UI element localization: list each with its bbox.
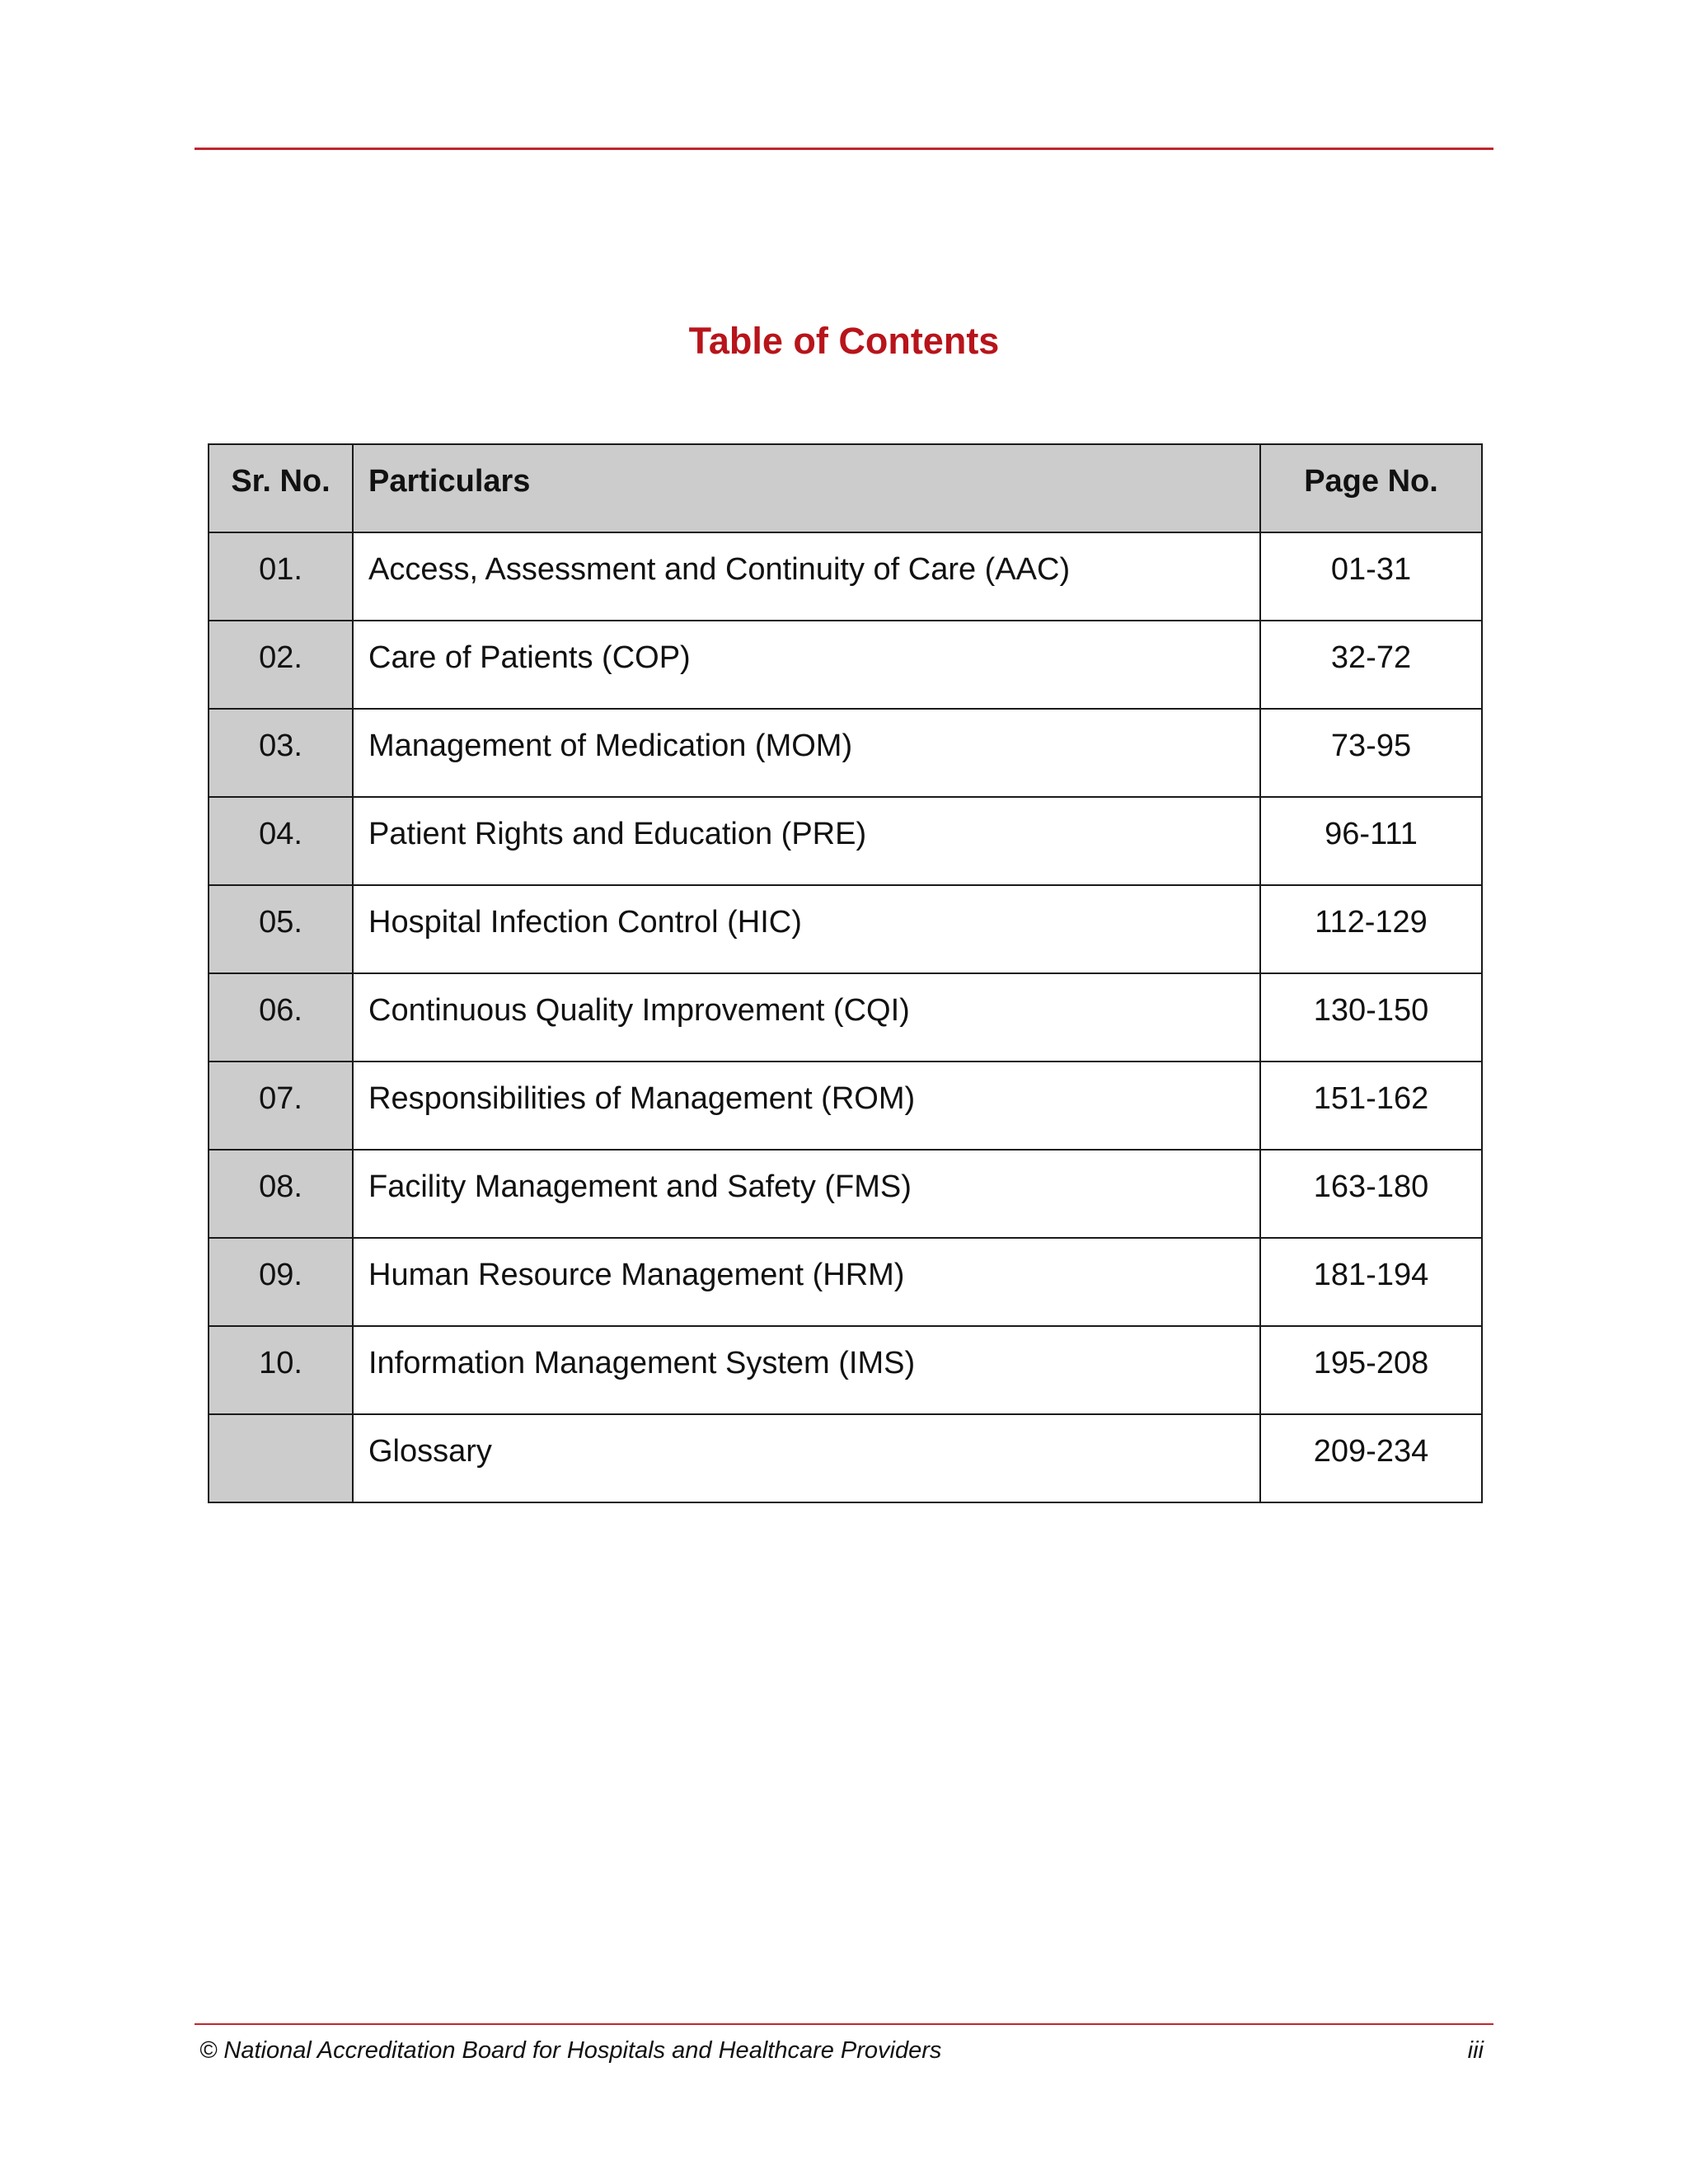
footer-copyright: © National Accreditation Board for Hospitals and Healthcare Providers <box>199 2037 942 2064</box>
toc-sr-no: 10. <box>209 1326 353 1414</box>
toc-particulars: Patient Rights and Education (PRE) <box>353 797 1260 885</box>
toc-sr-no: 06. <box>209 973 353 1062</box>
toc-page-range: 96-111 <box>1260 797 1482 885</box>
toc-header-row <box>209 444 1482 532</box>
toc-particulars: Responsibilities of Management (ROM) <box>353 1062 1260 1150</box>
toc-particulars: Information Management System (IMS) <box>353 1326 1260 1414</box>
toc-row <box>209 1150 1482 1238</box>
toc-page-range: 01-31 <box>1260 532 1482 621</box>
toc-page-range: 163-180 <box>1260 1150 1482 1238</box>
toc-row <box>209 532 1482 621</box>
toc-particulars: Care of Patients (COP) <box>353 621 1260 709</box>
toc-particulars: Facility Management and Safety (FMS) <box>353 1150 1260 1238</box>
toc-sr-no: 03. <box>209 709 353 797</box>
toc-page-range: 73-95 <box>1260 709 1482 797</box>
toc-sr-no: 05. <box>209 885 353 973</box>
toc-row <box>209 709 1482 797</box>
column-header-page-no: Page No. <box>1260 444 1482 532</box>
toc-row <box>209 797 1482 885</box>
toc-row <box>209 1238 1482 1326</box>
toc-row <box>209 621 1482 709</box>
toc-row <box>209 1414 1482 1502</box>
toc-sr-no: 09. <box>209 1238 353 1326</box>
toc-sr-no: 01. <box>209 532 353 621</box>
toc-page-range: 209-234 <box>1260 1414 1482 1502</box>
toc-sr-no: 08. <box>209 1150 353 1238</box>
toc-page-range: 130-150 <box>1260 973 1482 1062</box>
toc-page-range: 151-162 <box>1260 1062 1482 1150</box>
toc-row <box>209 973 1482 1062</box>
toc-page-range: 181-194 <box>1260 1238 1482 1326</box>
page-title: Table of Contents <box>688 320 1000 362</box>
toc-row <box>209 885 1482 973</box>
toc-particulars: Human Resource Management (HRM) <box>353 1238 1260 1326</box>
footer-rule <box>195 2023 1493 2025</box>
toc-sr-no: 02. <box>209 621 353 709</box>
toc-sr-no: 04. <box>209 797 353 885</box>
header-rule <box>195 148 1493 150</box>
toc-particulars: Glossary <box>353 1414 1260 1502</box>
toc-particulars: Management of Medication (MOM) <box>353 709 1260 797</box>
column-header-sr-no: Sr. No. <box>209 444 353 532</box>
toc-table <box>208 443 1483 1503</box>
toc-page-range: 32-72 <box>1260 621 1482 709</box>
toc-row <box>209 1326 1482 1414</box>
toc-page-range: 195-208 <box>1260 1326 1482 1414</box>
toc-particulars: Continuous Quality Improvement (CQI) <box>353 973 1260 1062</box>
toc-row <box>209 1062 1482 1150</box>
footer-page-number: iii <box>1467 2037 1484 2064</box>
column-header-particulars: Particulars <box>353 444 1260 532</box>
toc-particulars: Access, Assessment and Continuity of Care (AAC) <box>353 532 1260 621</box>
toc-sr-no: 07. <box>209 1062 353 1150</box>
toc-sr-no <box>209 1414 353 1502</box>
toc-page-range: 112-129 <box>1260 885 1482 973</box>
toc-particulars: Hospital Infection Control (HIC) <box>353 885 1260 973</box>
